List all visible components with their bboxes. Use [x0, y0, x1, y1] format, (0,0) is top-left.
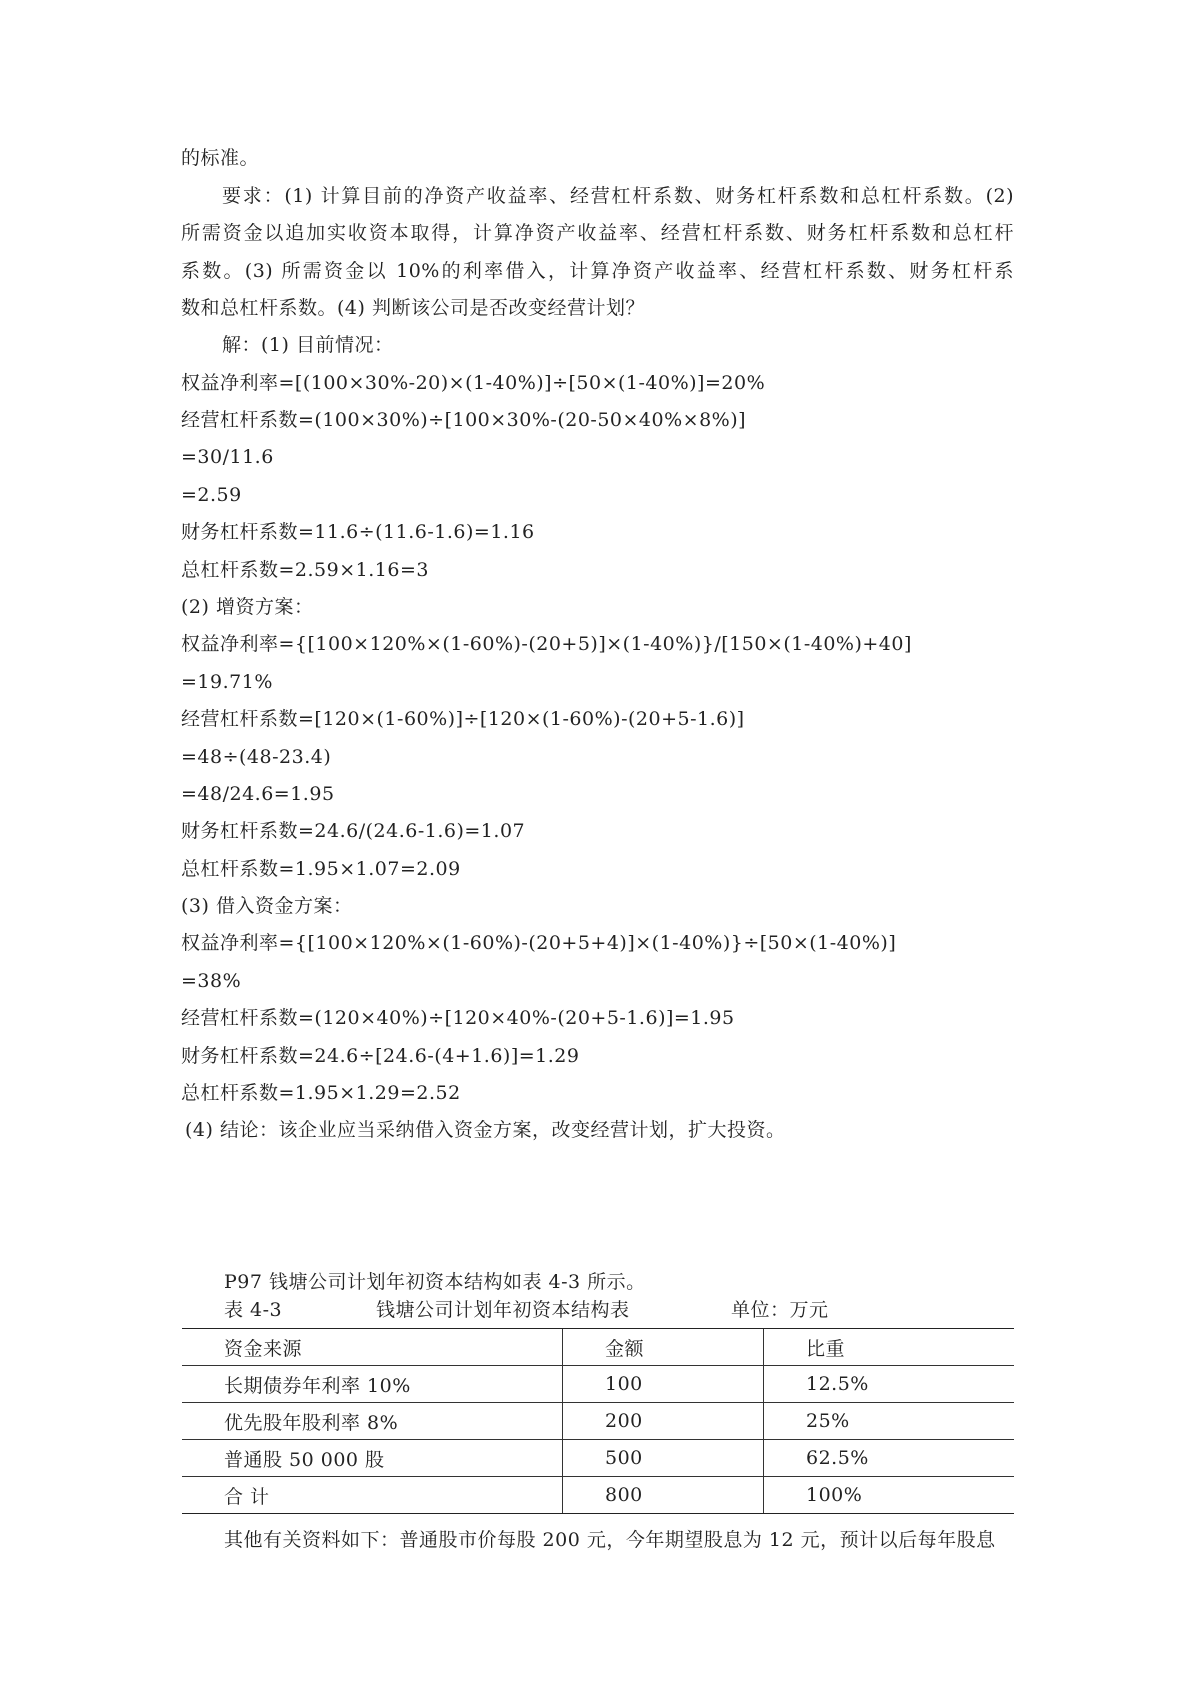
- section-heading: (3) 借入资金方案：: [181, 895, 353, 917]
- table-row: [182, 1366, 1014, 1403]
- table-row: [182, 1403, 1014, 1440]
- table-cell: 62.5%: [764, 1440, 1015, 1477]
- formula-line: 财务杠杆系数=24.6÷[24.6-(4+1.6)]=1.29: [181, 1045, 580, 1067]
- formula-line: 经营杠杆系数=(100×30%)÷[100×30%-(20-50×40%×8%)]: [181, 409, 747, 431]
- table-cell: 普通股 50 000 股: [182, 1440, 563, 1477]
- capital-structure-table: [182, 1328, 1014, 1514]
- table-cell: 25%: [764, 1403, 1015, 1440]
- table-cell: 长期债券年利率 10%: [182, 1366, 563, 1403]
- formula-line: 总杠杆系数=2.59×1.16=3: [181, 559, 429, 581]
- table-caption: [224, 1298, 829, 1322]
- formula-line: 权益净利率={[100×120%×(1-60%)-(20+5)]×(1-40%)}/[150×(1-40%)+40]: [181, 633, 912, 655]
- column-header: 资金来源: [182, 1329, 563, 1366]
- text-line: 其他有关资料如下：普通股市价每股 200 元，今年期望股息为 12 元，预计以后每年股息: [224, 1529, 996, 1551]
- formula-line: 经营杠杆系数=[120×(1-60%)]÷[120×(1-60%)-(20+5-1.6)]: [181, 708, 745, 730]
- formula-line: 权益净利率={[100×120%×(1-60%)-(20+5+4)]×(1-40%)}÷[50×(1-40%)]: [181, 932, 897, 954]
- table-unit: 单位：万元: [731, 1299, 829, 1321]
- formula-line: 总杠杆系数=1.95×1.07=2.09: [181, 858, 461, 880]
- text-line: 解：(1) 目前情况：: [222, 334, 394, 356]
- table-cell: 800: [563, 1477, 764, 1514]
- text-line: 要求：(1) 计算目前的净资产收益率、经营杠杆系数、财务杠杆系数和总杠杆系数。(2): [222, 185, 1014, 207]
- formula-line: =48÷(48-23.4): [181, 746, 332, 768]
- text-line: 所需资金以追加实收资本取得，计算净资产收益率、经营杠杆系数、财务杠杆系数和总杠杆: [181, 222, 1014, 244]
- table-cell: 优先股年股利率 8%: [182, 1403, 563, 1440]
- formula-line: 总杠杆系数=1.95×1.29=2.52: [181, 1082, 461, 1104]
- text-line: 数和总杠杆系数。(4) 判断该公司是否改变经营计划？: [181, 297, 645, 319]
- formula-line: 权益净利率=[(100×30%-20)×(1-40%)]÷[50×(1-40%)]=20%: [181, 372, 766, 394]
- problem-intro: P97 钱塘公司计划年初资本结构如表 4-3 所示。: [224, 1271, 646, 1293]
- table-cell: 12.5%: [764, 1366, 1015, 1403]
- table-number: 表 4-3: [224, 1299, 283, 1321]
- table-cell: 500: [563, 1440, 764, 1477]
- table-cell: 100%: [764, 1477, 1015, 1514]
- formula-line: =30/11.6: [181, 446, 274, 468]
- table-row: [182, 1440, 1014, 1477]
- conclusion-line: (4) 结论：该企业应当采纳借入资金方案，改变经营计划，扩大投资。: [185, 1119, 786, 1141]
- table-cell: 合 计: [182, 1477, 563, 1514]
- formula-line: =2.59: [181, 484, 242, 506]
- formula-line: 经营杠杆系数=(120×40%)÷[120×40%-(20+5-1.6)]=1.95: [181, 1007, 735, 1029]
- section-heading: (2) 增资方案：: [181, 596, 314, 618]
- text-line: 的标准。: [181, 147, 260, 169]
- text-line: 系数。(3) 所需资金以 10%的利率借入，计算净资产收益率、经营杠杆系数、财务杠杆系: [181, 260, 1014, 282]
- formula-line: 财务杠杆系数=11.6÷(11.6-1.6)=1.16: [181, 521, 535, 543]
- formula-line: 财务杠杆系数=24.6/(24.6-1.6)=1.07: [181, 820, 526, 842]
- formula-line: =38%: [181, 970, 242, 992]
- column-header: 金额: [563, 1329, 764, 1366]
- table-cell: 100: [563, 1366, 764, 1403]
- column-header: 比重: [764, 1329, 1015, 1366]
- table-header-row: [182, 1329, 1014, 1366]
- table-total-row: [182, 1477, 1014, 1514]
- table-cell: 200: [563, 1403, 764, 1440]
- formula-line: =48/24.6=1.95: [181, 783, 335, 805]
- table-title: 钱塘公司计划年初资本结构表: [376, 1299, 630, 1321]
- formula-line: =19.71%: [181, 671, 273, 693]
